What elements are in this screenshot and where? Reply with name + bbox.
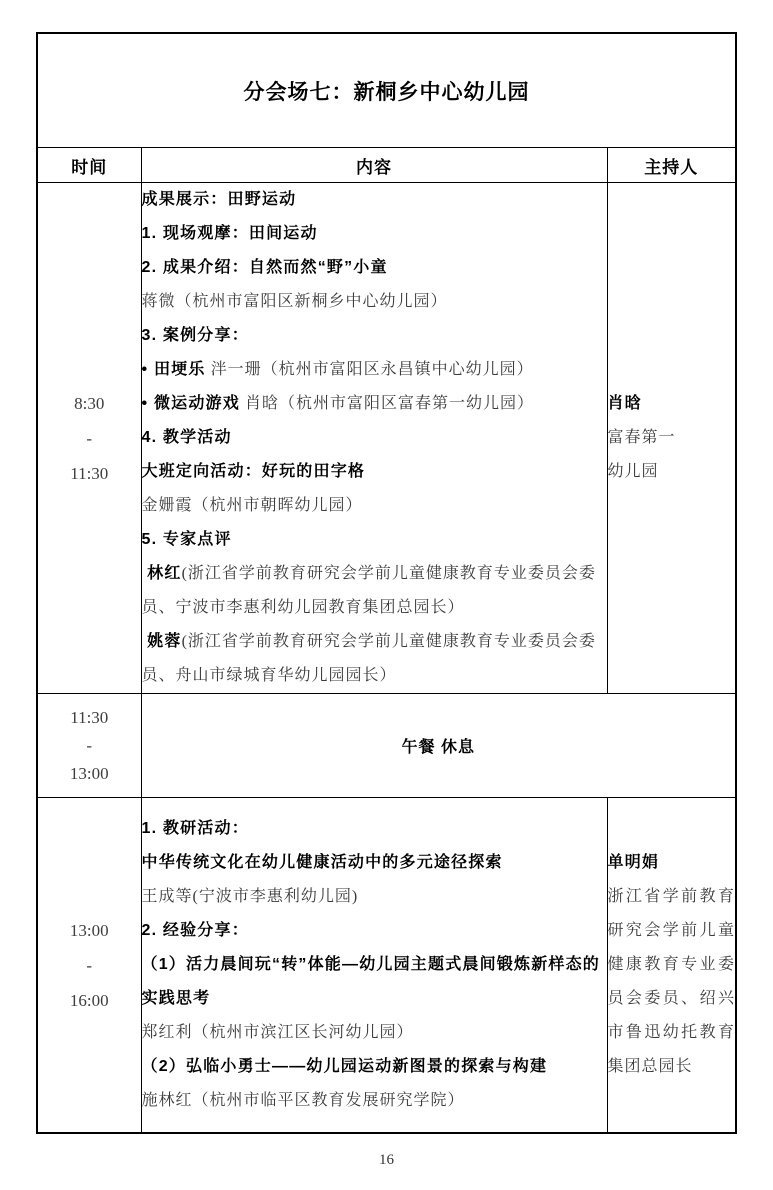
text-line: 郑红利（杭州市滨江区长河幼儿园） (141, 1024, 414, 1041)
header-content-cell (141, 148, 607, 183)
morning-session-row (37, 183, 736, 694)
text-line: 11:30 (70, 463, 109, 483)
text-line: 林红(浙江省学前教育研究会学前儿童健康教育专业委员会委员、宁波市李惠利幼儿园教育集团总园长） (141, 565, 596, 616)
text-line: - (86, 955, 93, 975)
title-cell (37, 33, 736, 148)
text-line: • 田埂乐 泮一珊（杭州市富阳区永昌镇中心幼儿园） (141, 361, 534, 378)
text-line: 蒋微（杭州市富阳区新桐乡中心幼儿园） (141, 293, 448, 310)
afternoon-session-row (37, 798, 736, 1134)
text-line: 肖晗 (607, 395, 642, 412)
text-line: 4. 教学活动 (141, 429, 232, 446)
text-line: 大班定向活动：好玩的田字格 (141, 463, 366, 480)
text-line: 浙江省学前教育研究会学前儿童健康教育专业委员会委员、绍兴市鲁迅幼托教育集团总园长 (607, 888, 735, 1075)
lunch-time-cell (37, 694, 141, 798)
text-line: 3. 案例分享： (141, 327, 249, 344)
text-line: 施林红（杭州市临平区教育发展研究学院） (141, 1092, 465, 1109)
lunch-label-cell (141, 694, 736, 798)
text-line: 富春第一 (607, 429, 676, 446)
page-title: 分会场七：新桐乡中心幼儿园 (243, 80, 530, 104)
text-line: 金姗霞（杭州市朝晖幼儿园） (141, 497, 363, 514)
text-line: 幼儿园 (607, 463, 659, 480)
text-line: 1. 教研活动： (141, 820, 249, 837)
header-host-cell (607, 148, 736, 183)
page-number: 16 (379, 1152, 394, 1168)
text-line: 单明娟 (607, 854, 660, 871)
lunch-row (37, 694, 736, 798)
header-time-cell (37, 148, 141, 183)
text-line: （2）弘临小勇士——幼儿园运动新图景的探索与构建 (141, 1058, 548, 1075)
text-line: • 微运动游戏 肖晗（杭州市富阳区富春第一幼儿园） (141, 395, 534, 412)
text-line: 13:00 (69, 763, 109, 783)
text-line: - (86, 428, 93, 448)
morning-time-cell (37, 183, 141, 694)
text-line: 成果展示：田野运动 (141, 191, 297, 208)
text-line: 5. 专家点评 (141, 531, 232, 548)
lunch-label: 午餐 休息 (401, 739, 475, 756)
text-line: 姚蓉(浙江省学前教育研究会学前儿童健康教育专业委员会委员、舟山市绿城育华幼儿园园长） (141, 633, 596, 684)
text-line: 2. 经验分享： (141, 922, 249, 939)
text-line: 8:30 (74, 393, 105, 413)
text-line: 13:00 (69, 920, 109, 940)
agenda-table (36, 32, 737, 1134)
text-line: 16:00 (69, 990, 109, 1010)
text-line: （1）活力晨间玩“转”体能—幼儿园主题式晨间锻炼新样态的实践思考 (141, 956, 600, 1007)
header-content-label: 内容 (356, 157, 392, 177)
header-row (37, 148, 736, 183)
afternoon-host-cell (607, 798, 736, 1134)
morning-content-cell (141, 183, 607, 694)
morning-host-cell (607, 183, 736, 694)
afternoon-content-cell (141, 798, 607, 1134)
header-host-label: 主持人 (644, 157, 699, 177)
text-line: 1. 现场观摩：田间运动 (141, 225, 318, 242)
text-line: 11:30 (70, 707, 109, 727)
text-line: - (86, 735, 93, 755)
afternoon-time-cell (37, 798, 141, 1134)
text-line: 王成等(宁波市李惠利幼儿园) (141, 888, 359, 905)
text-line: 2. 成果介绍：自然而然“野”小童 (141, 259, 388, 276)
header-time-label: 时间 (71, 157, 108, 177)
text-line: 中华传统文化在幼儿健康活动中的多元途径探索 (141, 854, 503, 871)
title-row (37, 33, 736, 148)
